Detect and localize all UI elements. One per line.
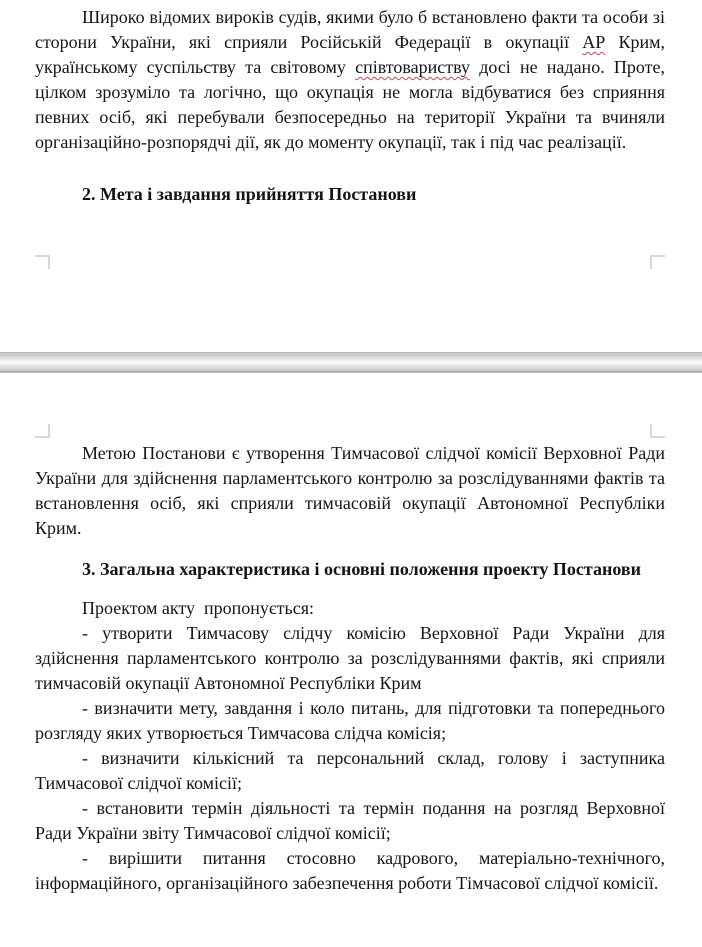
list-item: - утворити Тимчасову слідчу комісію Верховної Ради України для здійснення парламентського контролю за розслідуваннями фактів, які сприяли тимчасовій окупації Автономної Республіки Крим	[35, 623, 665, 693]
text-boundary-mark-top-left	[35, 424, 50, 438]
list-item: - встановити термін діяльності та термін подання на розгляд Верховної Ради України звіту Тимчасової слідчої комісії;	[35, 798, 665, 843]
text-boundary-mark-bottom-left	[35, 255, 50, 269]
list-item: - вирішити питання стосовно кадрового, матеріально-технічного, інформаційного, організаційного забезпечення роботи Тімчасової слідчої комісії.	[35, 848, 665, 893]
list-item: - визначити кількісний та персональний склад, голову і заступника Тимчасової слідчої комісії;	[35, 748, 665, 793]
paragraph-purpose: Метою Постанови є утворення Тимчасової слідчої комісії Верховної Ради України для здійснення парламентського контролю за розслідуваннями фактів та встановлення осіб, які сприяли тимчасовій окупації Автономної Республіки Крим.	[35, 443, 665, 538]
section-heading-2: 2. Мета і завдання прийняття Постанови	[82, 184, 417, 204]
intro-line: Проектом акту пропонується:	[82, 598, 314, 618]
page-break-separator	[0, 352, 702, 373]
proposal-list	[35, 621, 665, 896]
paragraph-verdicts	[35, 5, 665, 155]
paragraph-text: Широко відомих вироків судів, якими було б встановлено факти та особи зі сторони України, які сприяли Російській Федерації в окупації	[35, 7, 665, 52]
text-boundary-mark-top-right	[650, 424, 665, 438]
page-1	[0, 0, 702, 352]
page-2	[0, 373, 702, 947]
list-item: - визначити мету, завдання і коло питань, для підготовки та попереднього розгляду яких утворюється Тимчасова слідча комісія;	[35, 698, 665, 743]
paragraph-text: досі не надано. Проте, цілком зрозуміло та логічно, що окупація не могла відбуватися без сприяння певних осіб, які перебували безпосередньо на території України та вчиняли організаційно-розпорядчі дії, як до моменту окупації, так і під час реалізації.	[35, 57, 665, 152]
misspelled-word: АР	[582, 32, 606, 52]
section-heading-3: 3. Загальна характеристика і основні положення проекту Постанови	[82, 559, 641, 579]
text-boundary-mark-bottom-right	[650, 255, 665, 269]
misspelled-word: співтовариству	[355, 57, 471, 77]
paragraph-text: Крим, українському суспільству та світовому	[35, 32, 665, 77]
